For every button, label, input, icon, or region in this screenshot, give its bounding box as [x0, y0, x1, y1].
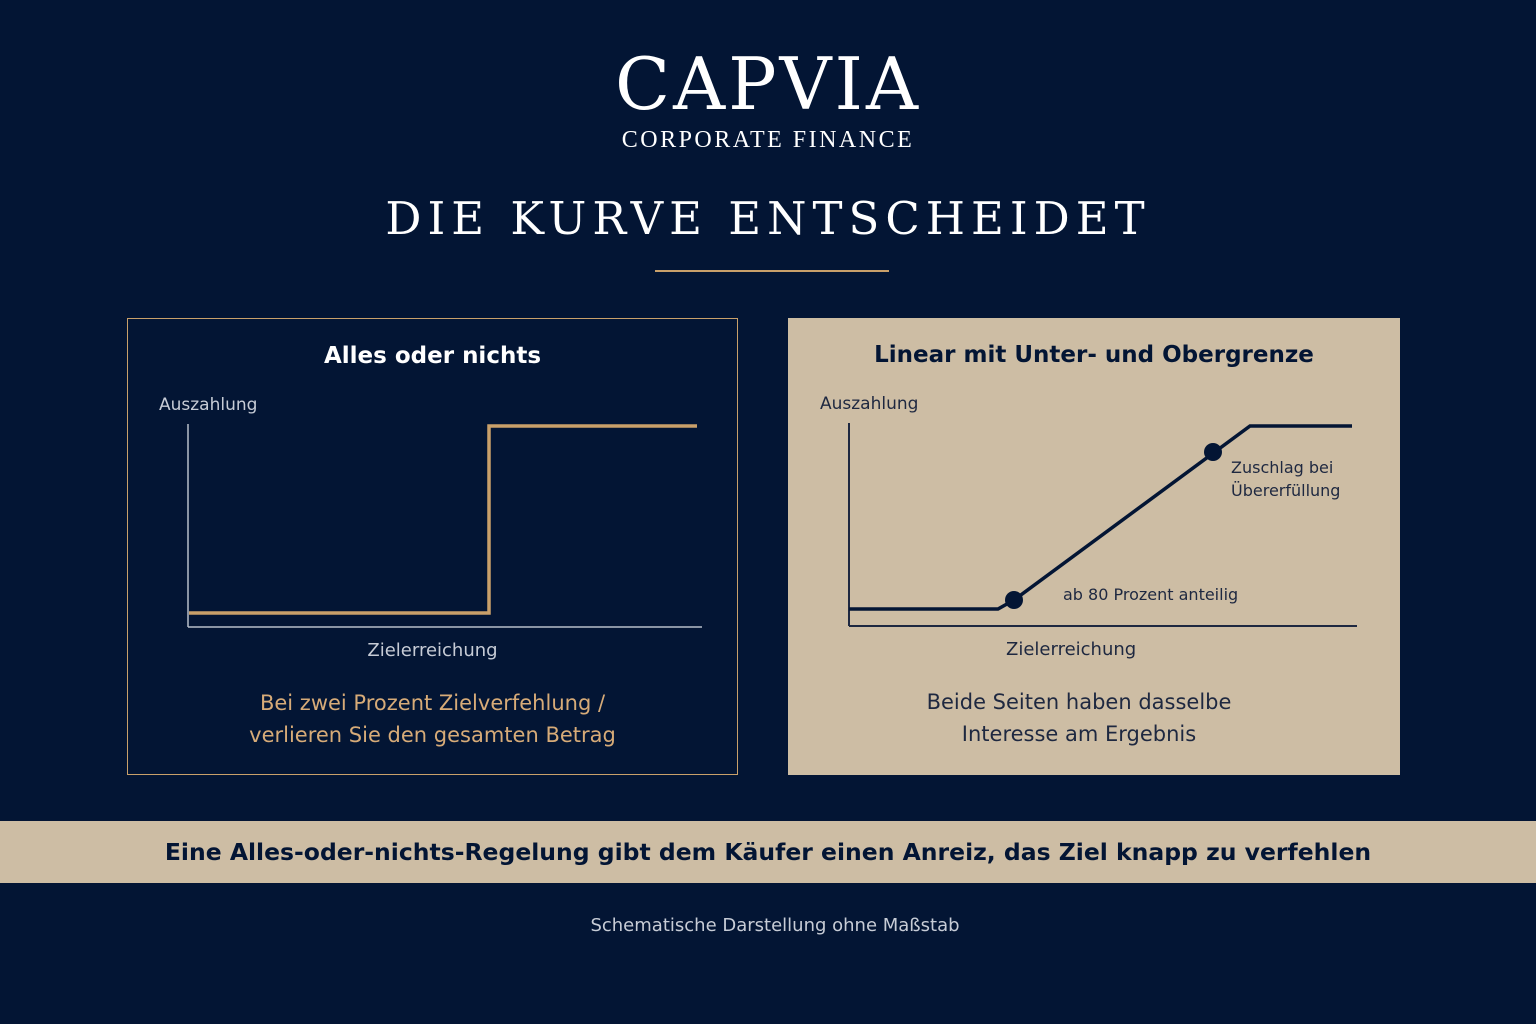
panel-caption: [758, 686, 1400, 750]
brand-logo: CAPVIA: [615, 42, 921, 126]
banner-text: Eine Alles-oder-nichts-Regelung gibt dem Käufer einen Anreiz, das Ziel knapp zu verfehlen: [164, 838, 1372, 866]
x-axis-label: Zielerreichung: [1006, 639, 1137, 660]
linear-curve: [849, 426, 1352, 609]
note-line: Übererfüllung: [1231, 481, 1341, 500]
y-axis-label: Auszahlung: [159, 395, 258, 415]
panel-title: Linear mit Unter- und Obergrenze: [874, 342, 1314, 368]
brand-subtitle: CORPORATE FINANCE: [621, 127, 915, 153]
panel-title: Alles oder nichts: [323, 343, 542, 369]
caption-line: Beide Seiten haben dasselbe: [926, 690, 1232, 714]
lower-threshold-note: ab 80 Prozent anteilig: [1063, 585, 1239, 604]
panel-all-or-nothing: [127, 318, 738, 775]
upper-threshold-note: [1231, 456, 1340, 502]
caption-line: Interesse am Ergebnis: [961, 722, 1197, 746]
caption-line: Bei zwei Prozent Zielverfehlung /: [259, 691, 606, 715]
step-curve: [189, 426, 697, 613]
headline-divider: [655, 270, 889, 272]
page-title: DIE KURVE ENTSCHEIDET: [385, 192, 1151, 245]
y-axis-label: Auszahlung: [820, 394, 919, 414]
footnote: Schematische Darstellung ohne Maßstab: [590, 915, 960, 936]
note-line: Zuschlag bei: [1231, 458, 1334, 477]
panel-linear: [788, 318, 1400, 775]
caption-line: verlieren Sie den gesamten Betrag: [249, 723, 616, 747]
upper-threshold-marker: [1204, 443, 1222, 461]
conclusion-banner: [0, 821, 1536, 883]
x-axis-label: Zielerreichung: [367, 640, 498, 661]
lower-threshold-marker: [1005, 591, 1023, 609]
panel-caption: [128, 687, 737, 751]
